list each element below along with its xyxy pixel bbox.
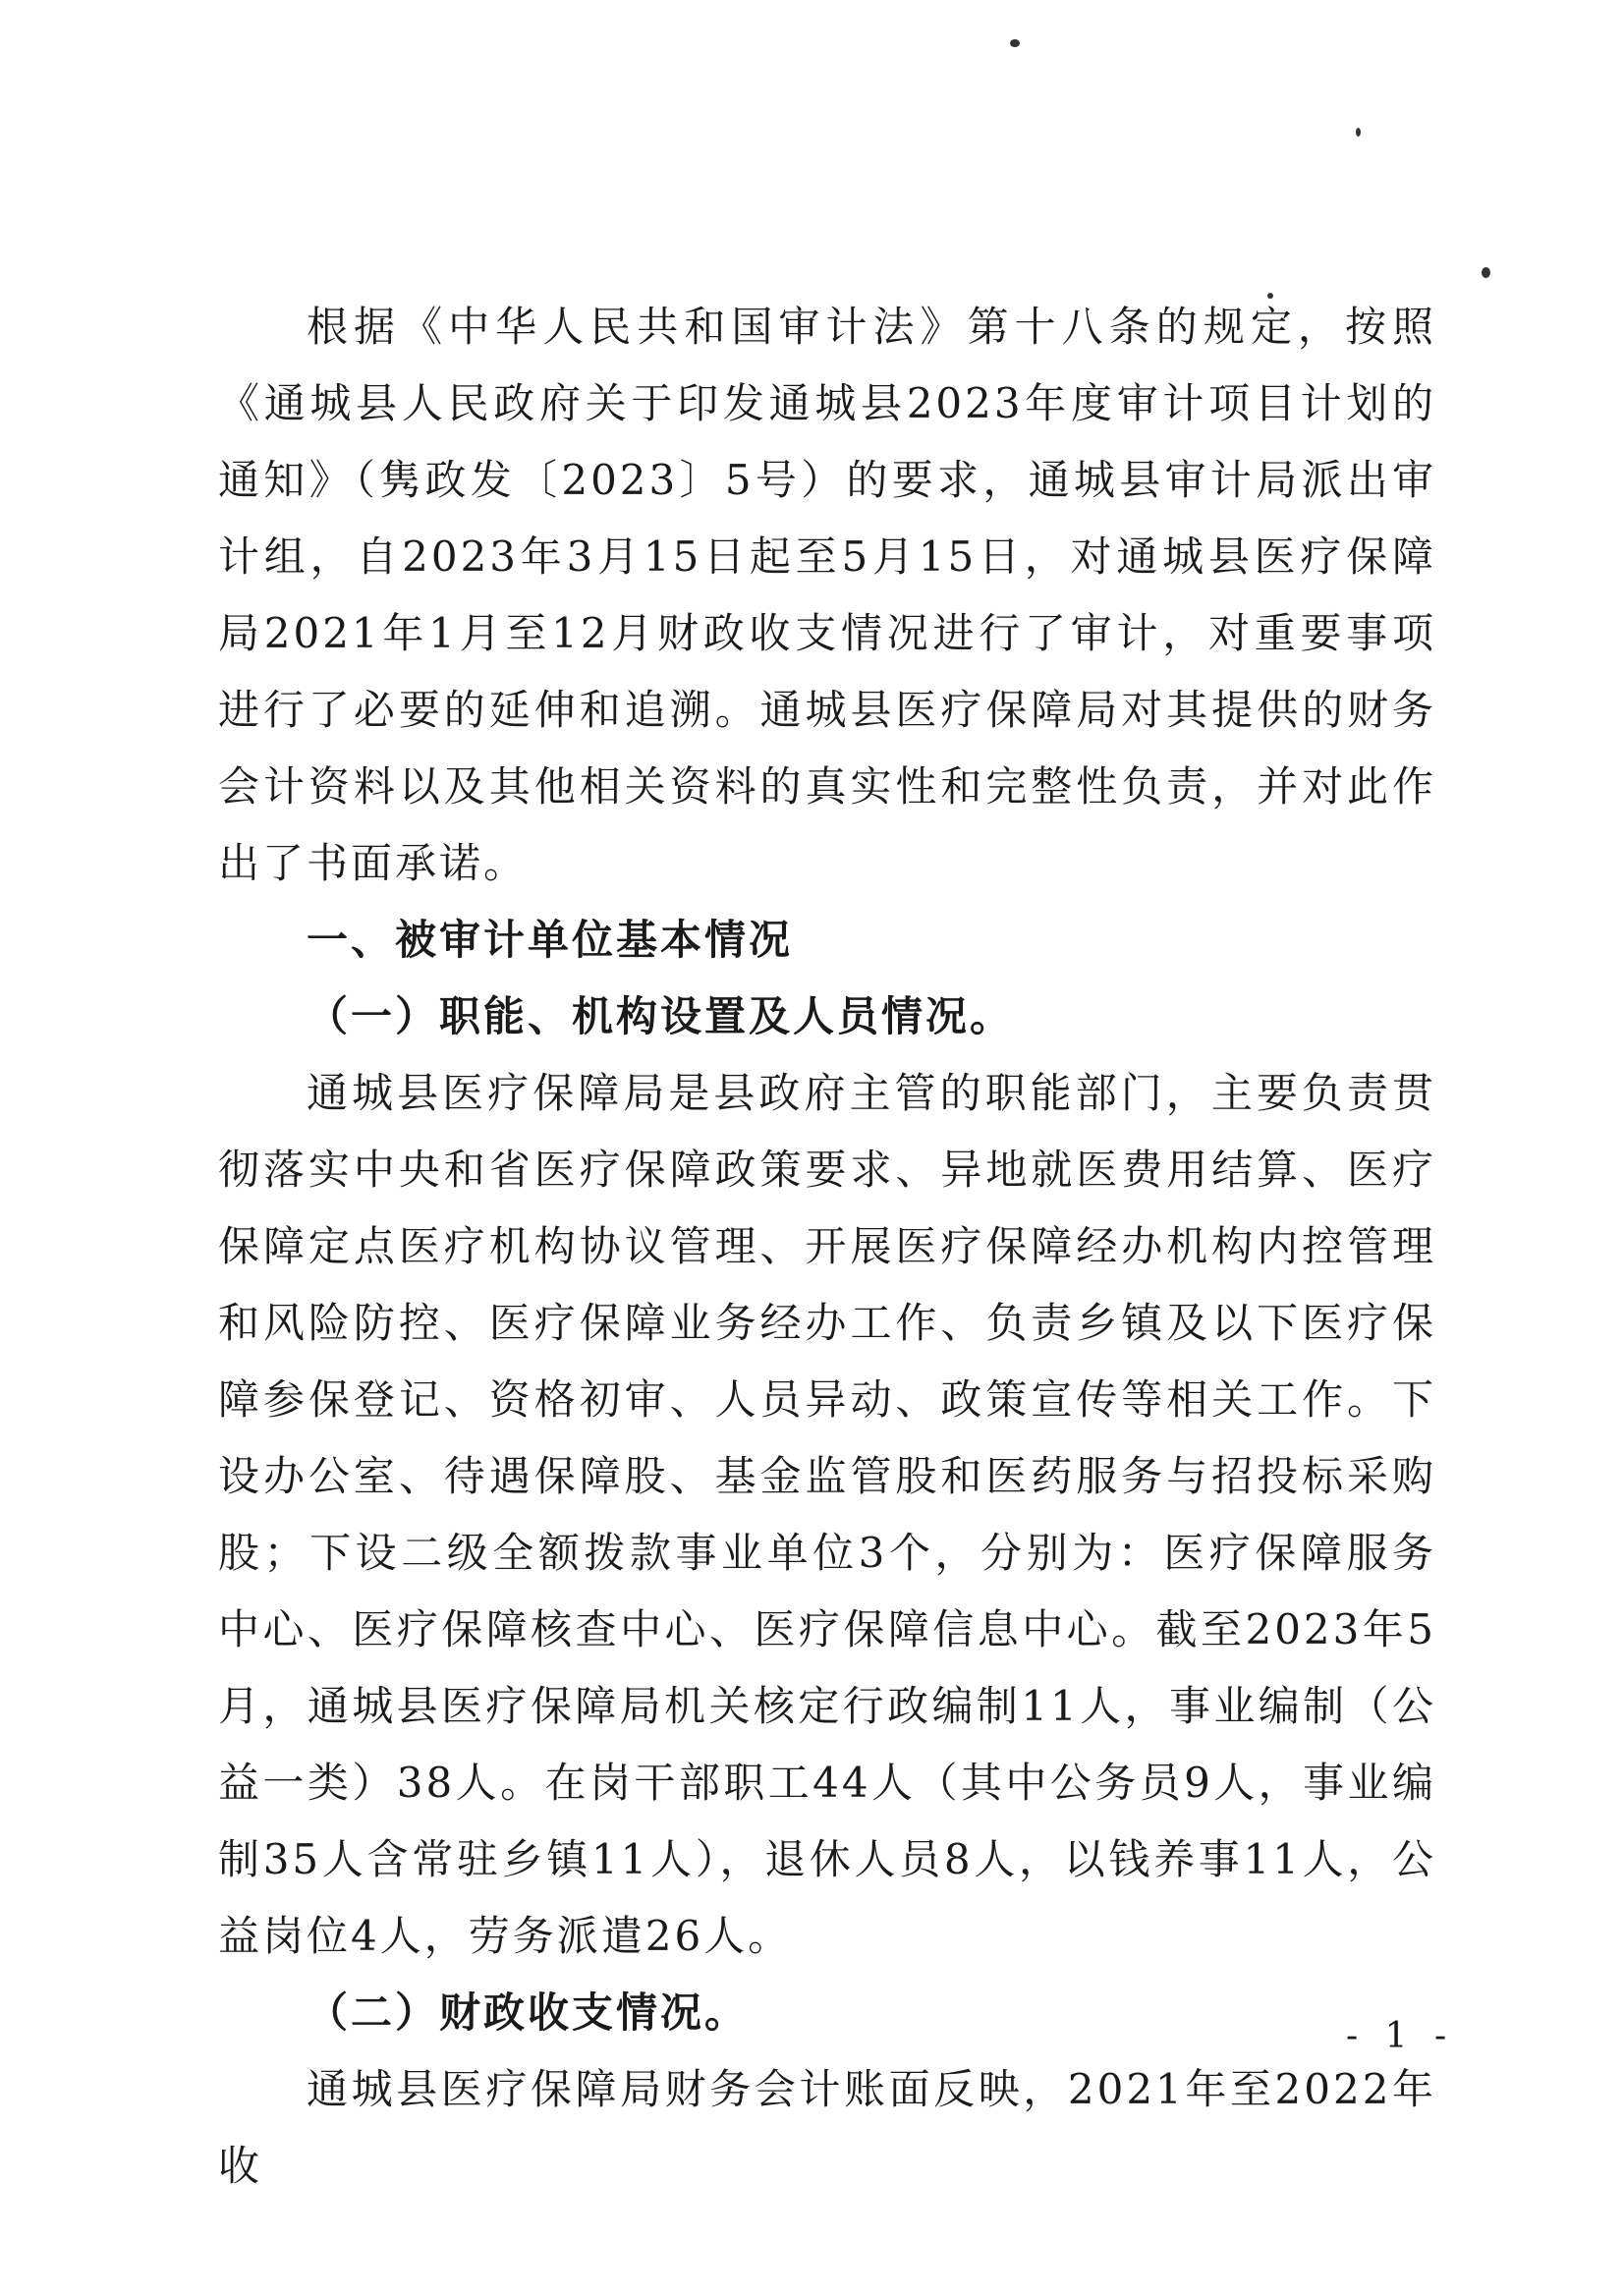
scan-speck <box>1010 39 1020 47</box>
intro-paragraph: 根据《中华人民共和国审计法》第十八条的规定，按照《通城县人民政府关于印发通城县2023年度审计项目计划的通知》（隽政发〔2023〕5号）的要求，通城县审计局派出审计组，自2023年3月15日起至5月15日，对通城县医疗保障局2021年1月至12月财政收支情况进行了审计，对重要事项进行了必要的延伸和追溯。通城县医疗保障局对其提供的财务会计资料以及其他相关资料的真实性和完整性负责，并对此作出了书面承诺。 <box>218 303 1436 887</box>
subsection-heading-functions: （一）职能、机构设置及人员情况。 <box>307 992 1015 1040</box>
document-body <box>218 289 1436 2205</box>
scan-speck <box>1482 267 1490 278</box>
subsection-heading-finance: （二）财政收支情况。 <box>307 1988 750 2037</box>
section-heading-basic-info: 一、被审计单位基本情况 <box>307 916 794 964</box>
functions-paragraph: 通城县医疗保障局是县政府主管的职能部门，主要负责贯彻落实中央和省医疗保障政策要求、异地就医费用结算、医疗保障定点医疗机构协议管理、开展医疗保障经办机构内控管理和风险防控、医疗保障业务经办工作、负责乡镇及以下医疗保障参保登记、资格初审、人员异动、政策宣传等相关工作。下设办公室、待遇保障股、基金监管股和医药服务与招投标采购股；下设二级全额拨款事业单位3个，分别为：医疗保障服务中心、医疗保障核查中心、医疗保障信息中心。截至2023年5月，通城县医疗保障局机关核定行政编制11人，事业编制（公益一类）38人。在岗干部职工44人（其中公务员9人，事业编制35人含常驻乡镇11人），退休人员8人，以钱养事11人，公益岗位4人，劳务派遣26人。 <box>218 1069 1436 1960</box>
page-number: - 1 - <box>1346 2016 1455 2056</box>
finance-paragraph: 通城县医疗保障局财务会计账面反映，2021年至2022年收 <box>218 2065 1436 2190</box>
scan-speck <box>1356 128 1361 137</box>
